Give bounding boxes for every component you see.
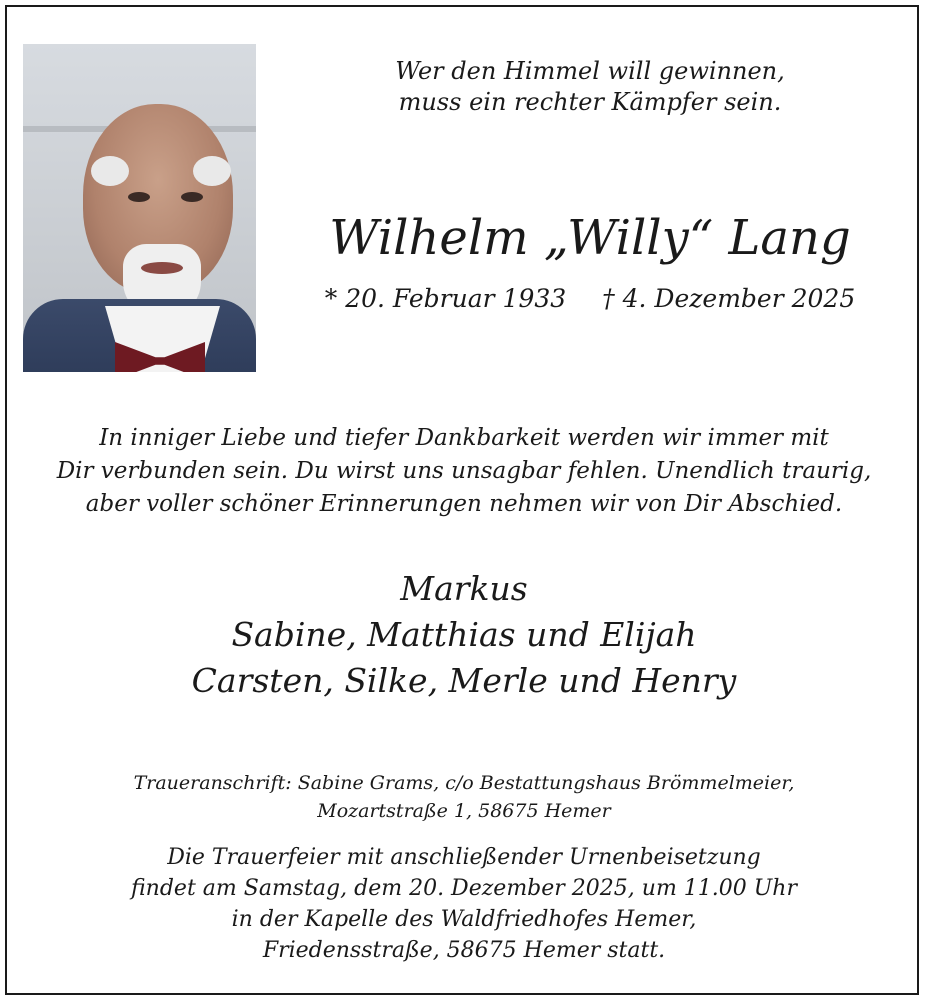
ceremony-line: Friedensstraße, 58675 Hemer statt. — [262, 938, 666, 963]
mourners-list — [10, 566, 918, 704]
birth-date: * 20. Februar 1933 — [324, 284, 567, 313]
portrait-photo — [23, 44, 256, 372]
quote-line: muss ein rechter Kämpfer sein. — [398, 88, 782, 116]
message-line: aber voller schöner Erinnerungen nehmen wir von Dir Abschied. — [85, 491, 843, 517]
ceremony-line: findet am Samstag, dem 20. Dezember 2025, um 11.00 Uhr — [131, 876, 797, 901]
mourner-line: Sabine, Matthias und Elijah — [231, 615, 697, 654]
address-line: Traueranschrift: Sabine Grams, c/o Bestattungshaus Brömmelmeier, — [133, 772, 795, 794]
photo-eye-left — [128, 192, 150, 202]
photo-hair-right — [193, 156, 231, 186]
farewell-message — [10, 422, 918, 521]
ceremony-line: Die Trauerfeier mit anschließender Urnenbeisetzung — [167, 845, 761, 870]
quote-line: Wer den Himmel will gewinnen, — [395, 57, 785, 85]
mourner-line: Carsten, Silke, Merle und Henry — [191, 661, 737, 700]
funeral-details — [10, 842, 918, 966]
photo-hair-left — [91, 156, 129, 186]
photo-mouth — [141, 262, 183, 274]
ceremony-line: in der Kapelle des Waldfriedhofes Hemer, — [231, 907, 697, 932]
photo-eye-right — [181, 192, 203, 202]
mourning-address — [10, 769, 918, 825]
address-line: Mozartstraße 1, 58675 Hemer — [317, 800, 611, 822]
death-date: † 4. Dezember 2025 — [602, 284, 856, 313]
quote — [290, 56, 890, 118]
life-dates — [270, 283, 910, 315]
message-line: Dir verbunden sein. Du wirst uns unsagbar fehlen. Unendlich traurig, — [56, 458, 872, 484]
deceased-name: Wilhelm „Willy“ Lang — [329, 210, 851, 266]
message-line: In inniger Liebe und tiefer Dankbarkeit werden wir immer mit — [99, 425, 829, 451]
mourner-line: Markus — [400, 569, 528, 608]
